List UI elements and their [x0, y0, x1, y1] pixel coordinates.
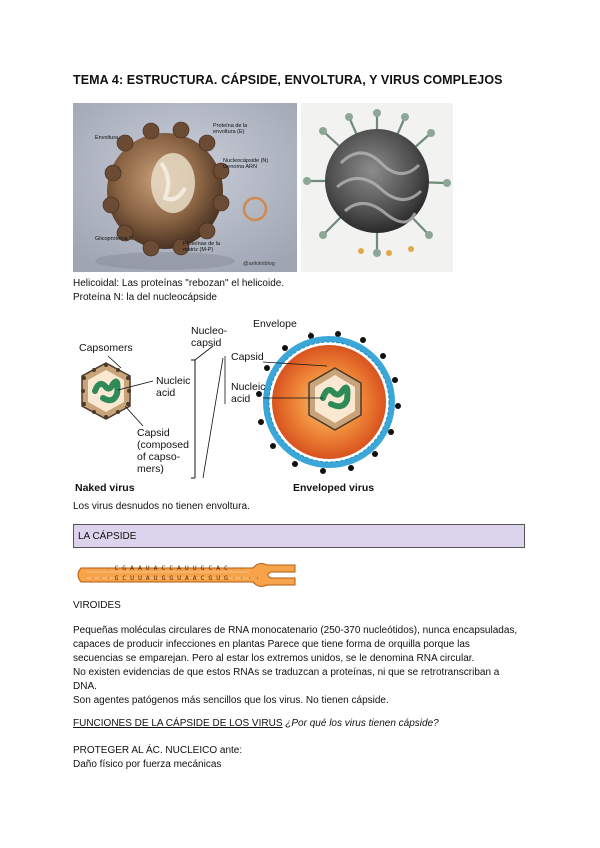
label-nucleocapside: Nucleocápside (N) Genoma ARN [223, 158, 269, 170]
label-naked-virus: Naked virus [75, 482, 135, 494]
label-capsid-enveloped: Capsid [231, 351, 264, 363]
viroides-heading: VIROIDES [73, 600, 121, 611]
label-nucleic-acid-naked-1: Nucleic [156, 375, 191, 387]
naked-vs-enveloped-diagram [73, 318, 463, 503]
caption-proteina-n: Proteína N: la del nucleocápside [73, 292, 217, 303]
viroides-line-1: Pequeñas moléculas circulares de RNA monocatenario (250-370 nucleótidos), nunca encapsuladas, [73, 625, 518, 636]
label-enveloped-virus: Enveloped virus [293, 482, 375, 494]
label-capsid-naked-4: mers) [137, 463, 164, 475]
label-nucleic-acid-enveloped-2: acid [231, 393, 251, 405]
viroides-line-6: Son agentes patógenos más sencillos que los virus. No tienen cápside. [73, 695, 389, 706]
viroides-line-3: secuencias se emparejan. Pero al estar los extremos unidos, se le denomina RNA circular. [73, 653, 475, 664]
viroides-line-2: capaces de producir infecciones en plantas Parece que tiene forma de orquilla porque las [73, 639, 470, 650]
watermark: @arikimiblog [243, 261, 275, 267]
label-capsomers: Capsomers [79, 342, 133, 354]
virus-3d-render [301, 103, 453, 272]
funciones-underlined: FUNCIONES DE LA CÁPSIDE DE LOS VIRUS [73, 718, 283, 729]
section-title: LA CÁPSIDE [78, 531, 137, 542]
diagram-caption: Los virus desnudos no tienen envoltura. [73, 501, 250, 512]
label-glicoproteina: Glicoproteína S [95, 236, 133, 242]
funciones-question: ¿Por qué los virus tienen cápside? [285, 718, 439, 729]
coronavirus-model-photo [73, 103, 297, 272]
page-title: TEMA 4: ESTRUCTURA. CÁPSIDE, ENVOLTURA, Y VIRUS COMPLEJOS [73, 73, 503, 87]
section-box-capside [73, 524, 525, 548]
label-nucleic-acid-enveloped-1: Nucleic [231, 381, 266, 393]
caption-helicoidal: Helicoidal: Las proteínas "rebozan" el helicoide. [73, 278, 285, 289]
virus-3d-illustration [301, 103, 453, 272]
rna-sequence-bottom: · · · G C U U A U G G U A A C G U G · · · · [91, 574, 260, 582]
viroides-line-5: DNA. [73, 681, 97, 692]
label-proteina-envoltura: Proteína de la envoltura (E) [213, 123, 248, 135]
label-nucleic-acid-naked-2: acid [156, 387, 176, 399]
label-envoltura: Envoltura [95, 135, 119, 141]
label-nucleocapsid-1: Nucleo- [191, 325, 228, 337]
label-capsid-naked-1: Capsid [137, 427, 170, 439]
proteger-line: PROTEGER AL ÁC. NUCLEICO ante: [73, 745, 243, 756]
label-nucleocapsid-2: capsid [191, 337, 222, 349]
label-capsid-naked-3: of capso- [137, 451, 181, 463]
dano-line: Daño físico por fuerza mecánicas [73, 759, 222, 770]
rna-sequence-top: · · · C G A A U A C C A U U G C A C · · [91, 564, 244, 572]
label-envelope: Envelope [253, 318, 297, 330]
label-capsid-naked-2: (composed [137, 439, 189, 451]
label-proteinas-matriz: Proteínas de la matriz (M-P) [183, 241, 220, 253]
funciones-heading [73, 718, 439, 729]
viroides-paragraph [73, 624, 529, 708]
viroid-rna-hairpin [73, 558, 303, 592]
viroides-line-4: No existen evidencias de que estos RNAs se traduzcan a proteínas, ni que se retrotranscriban a [73, 667, 500, 678]
